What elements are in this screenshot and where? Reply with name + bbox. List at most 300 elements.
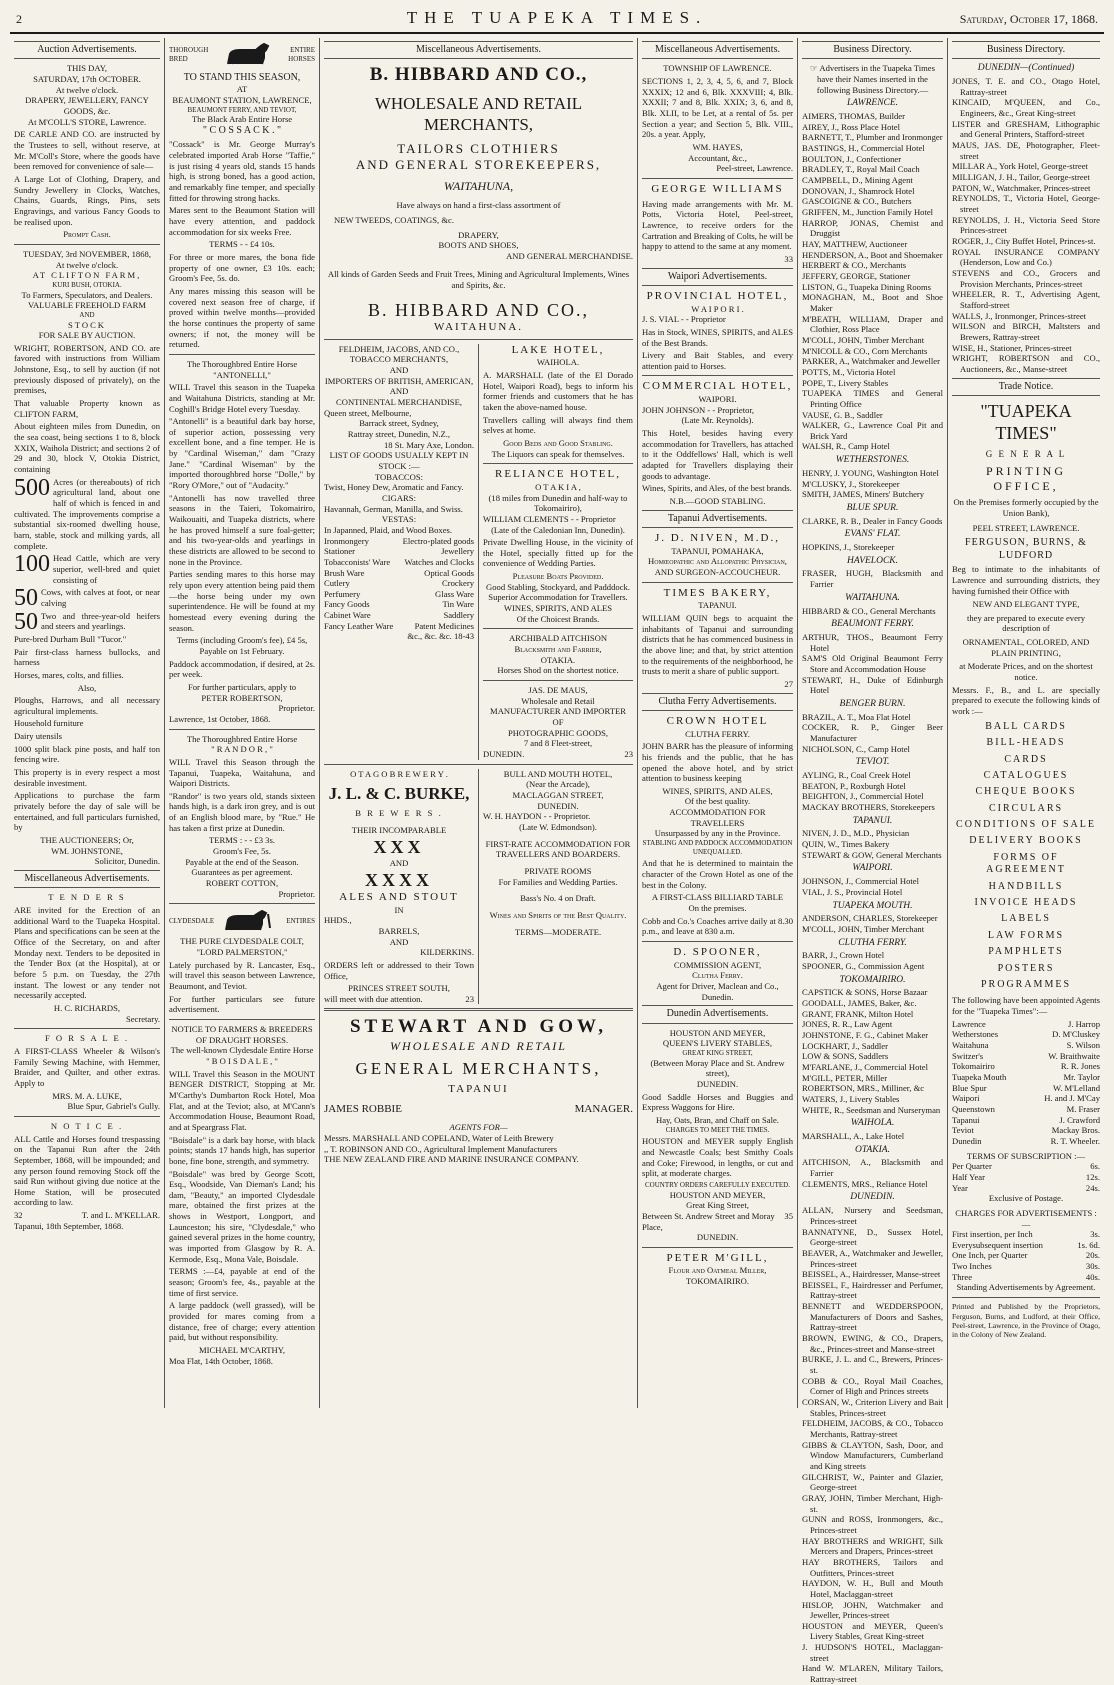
subscription-value: 12s. [1085,1171,1100,1182]
ad-address: Barrack street, Sydney, [359,418,439,429]
work-item: CIRCULARS [988,802,1064,814]
ad-time: At twelve o'clock. [55,259,119,270]
goods-row [324,599,474,610]
ad-item: A FIRST-CLASS BILLIARD TABLE [651,892,784,903]
ad-item: Pair first-class harness bullocks, and harness [14,646,160,668]
horse-icon [220,40,276,70]
directory-entry: VAUSE, G. B., Saddler [802,409,883,420]
hibbard-town: WAITAHUNA, [443,179,514,194]
tt-printing-office: PRINTING OFFICE, [986,463,1066,493]
ad-and: IN [394,904,404,915]
ad-body: Parties sending mares to this horse may rely upon every attention being paid them—the horse being under my own superintendence. He will be found at my homestead every evening during the season. [169,569,315,633]
ad-title: ARCHIBALD AITCHISON [508,633,608,644]
subscription-label: Half Year [952,1171,985,1182]
goods-row [324,610,474,621]
directory-entry: HAY BROTHERS and WRIGHT, Silk Mercers and Drapers, Princes-street [802,1535,943,1557]
work-item: LABELS [1001,913,1051,925]
hotels-ads [483,344,633,760]
ad-title: NOTICE TO FARMERS & BREEDERS OF DRAUGHT HORSES. [171,1023,313,1045]
ad-signature: PETER ROBERTSON, [201,692,283,703]
directory-entry: BANNATYNE, D., Sussex Hotel, George-street [802,1226,943,1248]
section-heading: Business Directory. [802,41,943,59]
directory-entry: ALLAN, Nursery and Seedsman, Princes-street [802,1205,943,1226]
ad-terms: Terms (including Groom's fee), £4 5s, Payable on 1st February. [176,635,308,656]
goods-row [324,568,474,579]
directory-entry: GILCHRIST, W., Painter and Glazier, George-street [802,1471,943,1493]
advert-charge-label: Everysubsequent insertion [952,1239,1043,1250]
agent-value: D. M'Cluskey [1052,1029,1100,1040]
subscription-label: Per Quarter [952,1161,992,1172]
divider [642,1247,793,1248]
draught-horse-icon [220,908,280,934]
directory-entry: WATERS, J., Livery Stables [802,1093,900,1104]
directory-entry: M'GILL, PETER, Miller [802,1072,888,1083]
agent-row [952,1083,1100,1094]
agent-value: J. Harrop [1068,1018,1100,1029]
directory-town: LAWRENCE. [846,98,899,109]
hibbard-trade: WHOLESALE AND RETAIL MERCHANTS, [374,93,583,135]
ad-item: Twist, Honey Dew, Aromatic and Fancy. [324,482,464,493]
ad-body: FIRST-RATE ACCOMMODATION FOR TRAVELLERS AND BOARDERS. [485,838,631,860]
work-item: INVOICE HEADS [974,897,1078,909]
ad-town: CLUTHA FERRY. [685,728,750,739]
advert-charge-row [952,1272,1100,1283]
ad-terms: TERMS : - - £3 3s. [209,835,275,846]
ad-proprietor: JOHN JOHNSON - - Proprietor, [642,404,755,415]
ad-item: Bass's No. 4 on Draft. [520,893,596,904]
divider [642,178,793,179]
directory-entry: NICHOLSON, C., Camp Hotel [802,743,910,754]
ad-item: 1000 split black pine posts, and half ton fencing wire. [14,743,160,765]
ad-audience: To Farmers, Speculators, and Dealers. [21,289,153,300]
quantity: 50 [14,585,38,612]
horse-cut-header [169,40,315,70]
directory-entry: KINCAID, M'QUEEN, and Co., Engineers, &c., Great King-street [952,97,1100,119]
horse-name: "LORD PALMERSTON," [196,947,288,958]
agent-value: R. T. Wheeler. [1050,1135,1100,1146]
stewart-gow-town: TAPANUI [448,1082,509,1095]
agent-value: J. Crawford [1059,1114,1100,1125]
agent-label: Teviot [952,1125,974,1136]
horse-name: "ANTONELLI," [213,369,271,380]
ad-body: WILLIAM QUIN begs to acquaint the inhabitants of Tapanui and surrounding districts that he has commenced business in the above line; and that, by strict attention to the requirements of the neighborhood, he trusts to merit a share of public support. [642,612,793,677]
directory-town: WAIPORI. [852,863,893,874]
ad-item: In Japanned, Plaid, and Wood Boxes. [324,524,453,535]
work-item: HANDBILLS [988,880,1064,892]
adv-note: Standing Advertisements by Agreement. [956,1282,1096,1293]
ad-terms: TERMS :—£4, payable at end of the season; Groom's fee, 4s., payable at the time of first service. [169,1266,315,1298]
work-item: CHEQUE BOOKS [975,786,1077,798]
ad-body: "Boisdale" was bred by George Scott, Esq., Woodside, Van Dieman's Land; his dam, "Beauty," an imported Clydesdale mare, obtained the first prizes at the shows in Westport, Longport, and Launceston; his sire, "Clydesdale," who gained several prizes in the home country, was imported from Glasgow by R. A. Kermode, Esq., Mona Vale, Boisdale. [169,1168,315,1264]
subscription-row [952,1183,1100,1194]
directory-entry: AITCHISON, A., Blacksmith and Farrier [802,1157,943,1179]
directory-entry: MILLAR A., York Hotel, George-street [952,161,1088,172]
ad-signature: MICHAEL M'CARTHY, [198,1345,286,1356]
issue-date: Saturday, October 17, 1868. [959,12,1098,26]
ad-body: will meet with due attention. [324,993,423,1004]
ad-place: BEAUMONT FERRY, AND TEVIOT, [187,105,297,114]
ad-body: Paddock accommodation, if desired, at 2s. per week. [169,658,315,680]
directory-entry: J. HUDSON'S HOTEL, Maclaggan-street [802,1642,943,1663]
ad-title: CROWN HOTEL [666,714,769,727]
cut-label: CLYDESDALE [169,917,215,926]
directory-town: CLUTHA FERRY. [838,937,907,948]
directory-town: EVANS' FLAT. [844,529,901,540]
tt-general: G E N E R A L [985,448,1067,459]
ad-item: STABLING AND PADDOCK ACCOMMODATION UNEQUALLED. [642,839,793,856]
ad-item: AND GENERAL MERCHANDISE. [506,250,633,261]
agent-label: Tuapeka Mouth [952,1071,1007,1082]
directory-entry: JONES, T. E. and CO., Otago Hotel, Rattray-street [952,76,1100,97]
ad-signature: HOUSTON AND MEYER, [669,1189,766,1200]
directory-entry: GUNN and ROSS, Ironmongers, &c., Princes-street [802,1514,943,1535]
directory-entry: DONOVAN, J., Shamrock Hotel [802,185,915,196]
ad-number: 33 [784,253,793,264]
ad-sub: (Near the Arcade), [526,779,590,790]
goods-row [324,536,474,547]
ad-item: WINES, SPIRITS, AND ALES, [662,785,773,796]
ad-address: (Between Moray Place and St. Andrew street), [650,1057,785,1079]
ad-item: Dairy utensils [14,731,62,742]
directory-entry: MARSHALL, A., Lake Hotel [802,1131,905,1142]
agent-row [952,1072,1100,1083]
goods-item: Cabinet Ware [324,610,371,621]
hibbard-name: B. HIBBARD AND CO., [367,299,590,320]
ad-sub: (Late Mr. Reynolds). [681,415,754,426]
cut-label: BRED [169,55,188,63]
ad-title: PETER M'GILL, [666,1251,769,1264]
ad-horse: The Thoroughbred Entire Horse [186,733,298,744]
ad-item: Household furniture [14,718,84,729]
clydesdale-cut-header [169,908,315,934]
directory-entry: LISTON, G., Tuapeka Dining Rooms [802,281,931,292]
ad-signature-role: Solicitor, Dunedin. [94,856,160,867]
ad-sub: QUEEN'S LIVERY STABLES, [662,1038,773,1049]
ad-sub: AND SURGEON-ACCOUCHEUR. [654,566,781,577]
ad-signature: H. C. RICHARDS, [53,1002,121,1013]
ad-town: W A I P O R I . [691,303,744,314]
directory-entry: M'BEATH, WILLIAM, Draper and Clothier, Ross Place [802,313,943,335]
section-heading: Dunedin Advertisements. [642,1005,793,1023]
ad-body: Private Dwelling House, in the vicinity of the Hotel, specially fitted up for the convenience of Wedding Parties. [483,537,633,569]
ad-body: DE CARLE AND CO. are instructed by the Trustees to sell, without reserve, at Mr. M'Coll's Store, where the goods have been removed for convenience of sale— [14,129,160,172]
ad-body: WILL Travel this Season through the Tapanui, Tuapeka, Waitahuna, and Waipori Districts. [169,756,315,789]
ad-body: Messrs. F., B., and L. are specially prepared to execute the following kinds of work :— [952,684,1100,717]
ad-and: AND [79,310,95,319]
ad-address: Between St. Andrew Street and Moray Place, [642,1210,775,1232]
goods-item: Saddlery [443,610,474,621]
section-heading: Waipori Advertisements. [642,268,793,286]
ad-body: SECTIONS 1, 2, 3, 4, 5, 6, and 7, Block XXXIX; 12 and 6, Blk. XXXVIII; 4, Blk. XXXII; 7 and 8, Blk. XXIX; 3, 6, and 8, Blk. XLII, to be Let, at a rental of 5s. per Section a year; and Section 5, Blk. VIII., 20s. a year. Apply, [642,76,793,140]
agent-row [952,1061,1100,1072]
manager-name: JAMES ROBBIE [324,1102,402,1115]
advert-charge-label: First insertion, per Inch [952,1229,1033,1240]
directory-entry: BEISSEL, F., Hairdresser and Perfumer, Rattray-street [802,1279,943,1301]
ad-body: HOUSTON and MEYER supply English and Newcastle Coals; best Smithy Coals and Coke; Firewood, in lengths, or cut and split, at moderate charges. [642,1136,793,1179]
directory-entry: GRANT, FRANK, Milton Hotel [802,1008,914,1019]
ad-brand: XXXX [365,869,433,890]
ad-horse: The Black Arab Entire Horse [191,114,293,125]
section-heading: Miscellaneous Advertisements. [14,870,160,888]
ad-list: A Large Lot of Clothing, Drapery, and Sundry Jewellery in Clocks, Watches, Chains, Guards, Rings, Pins, sets Engravings, and various Fancy Goods to be realised upon. [14,173,160,227]
ad-body: A. MARSHALL (late of the El Dorado Hotel, Waipori Road), begs to inform his former friends and customers that he has taken the above-named house. [483,370,633,412]
agent-value: W. Braithwaite [1048,1050,1100,1061]
ad-and: AND [389,936,409,947]
section-heading: Clutha Ferry Advertisements. [642,693,793,711]
directory-entry: STEWART & GOW, General Merchants [802,849,942,860]
ad-title: TOWNSHIP OF LAWRENCE. [663,63,772,74]
quantity-desc: Acres (or thereabouts) of rich agricultural land, about one half of which is fenced in and cultivated. The improvements comprise a substantial six-roomed dwelling house, barn, stable, stock and milking yards, all complete. [14,476,160,551]
two-column-ads [324,344,633,760]
directory-entry: M'COLL, JOHN, Timber Merchant [802,923,925,934]
work-list [952,721,1100,992]
divider [14,244,160,245]
ad-body: THEIR INCOMPARABLE [351,825,447,836]
directory-entry: BASTINGS, H., Commercial Hotel [802,143,925,154]
directory-entry: VIAL, J. S., Provincial Hotel [802,886,903,897]
ad-body: WRIGHT, ROBERTSON, AND CO. are favored with instructions from William Johnstone, Esq., to sell by auction (if not previously disposed of privately), on the premises, [14,342,160,396]
ad-body: "Antonelli has now travelled three seasons in the Taieri, Tokomairiro, Waikouaiti, and Tuapeka districts, where he has proved himself a sure foal-getter; and his two-year-olds and yearlings in these districts are allowed to be second to none in the Province. [169,492,315,567]
directory-entry: GRAY, JOHN, Timber Merchant, High-st. [802,1492,943,1514]
section-heading: Tapanui Advertisements. [642,510,793,528]
ad-body: About eighteen miles from Dunedin, on the sea coast, being sections 1 to 8, block XXIX, Waihola District; and sections 2 of 29 and 30, block V, Otokia District, containing [14,421,160,475]
directory-entry: ANDERSON, CHARLES, Storekeeper [802,913,938,924]
ad-number: 23 [465,993,474,1004]
directory-entry: SPOONER, G., Commission Agent [802,961,925,971]
directory-entry: HAY, MATTHEW, Auctioneer [802,239,908,249]
agent-line: Messrs. MARSHALL AND COPELAND, Water of Leith Brewery [324,1132,554,1143]
directory-entry: POPE, T., Livery Stables [802,377,889,388]
goods-item: Watches and Clocks [404,556,474,567]
ad-item: Unsurpassed by any in the Province. [654,828,781,839]
burke-ad [324,769,479,1005]
ad-title: D. SPOONER, [673,946,762,959]
ad-number: 27 [784,678,793,689]
directory-entry: GRIFFEN, M., Junction Family Hotel [802,207,934,218]
ad-address: PRINCES STREET SOUTH, [348,983,450,994]
goods-item: Tobacconists' Ware [324,556,391,567]
directory-entry: PATON, W., Watchmaker, Princes-street [952,182,1091,193]
directory-entry: WALLS, J., Ironmonger, Princes-street [952,310,1087,321]
subs-list [952,1161,1100,1193]
ad-note: N.B.—GOOD STABLING. [669,496,766,506]
ad-address: PEEL STREET, LAWRENCE. [972,522,1080,533]
ad-list-title: LIST OF GOODS USUALLY KEPT IN STOCK :— [329,450,469,471]
stewart-gow-name: STEWART AND GOW, [349,1016,608,1038]
ad-title: RELIANCE HOTEL, [495,468,621,481]
agent-value: M. Fraser [1066,1103,1100,1114]
stewart-gow-trade: WHOLESALE AND RETAIL [390,1039,567,1054]
directory-entry: LOCKHART, J., Saddler [802,1040,888,1051]
directory-entry: LISTER and GRESHAM, Lithographic and General Printers, Stafford-street [952,118,1100,140]
section-heading: Miscellaneous Advertisements. [324,41,633,59]
divider [324,339,633,340]
ad-goods: DRAPERY, JEWELLERY, FANCY GOODS, &c. [25,95,149,117]
ad-sub: B R E W E R S . [355,808,443,819]
ad-item: NEW TWEEDS, COATINGS, &c. [334,214,454,225]
ad-terms: Guarantees as per agreement. [191,867,293,878]
directory-entry: HERBERT & CO., Merchants [802,260,907,271]
directory-entry: COBB & CO., Royal Mail Coaches, Corner of High and Princes streets [802,1375,943,1397]
ad-proprietor: W. H. HAYDON - - Proprietor. [483,811,591,822]
ad-sub: (18 miles from Dunedin and half-way to Tokomairiro), [488,492,628,514]
bull-mouth-ad [483,769,633,1005]
directory-entry: BEAVER, A., Watchmaker and Jeweller, Princes-street [802,1247,943,1269]
ad-signature-role: Blue Spur, Gabriel's Gully. [67,1101,160,1112]
ad-horse: The well-known Clydesdale Entire Horse [170,1045,314,1056]
section-heading: Trade Notice. [952,378,1100,396]
directory-entry: HENRY, J. YOUNG, Washington Hotel [802,467,939,478]
quantity-desc: Two and three-year-old heifers and steers and yearlings. [41,610,160,632]
goods-row [324,557,474,568]
business-directory [802,98,943,1684]
ad-title: TIMES BAKERY, [663,586,772,599]
work-item: CARDS [1004,753,1048,765]
directory-entry: TUAPEKA TIMES and General Printing Office [802,388,943,409]
directory-town: TEVIOT. [855,757,890,768]
ad-signature: WM. JOHNSTONE, [51,845,123,856]
agent-label: Dunedin [952,1135,982,1146]
ad-signature-role: Accountant, &c., [688,152,747,163]
agent-label: Waitahuna [952,1040,989,1050]
adv-title: CHARGES FOR ADVERTISEMENTS :— [955,1207,1097,1229]
work-item: LAW FORMS [987,929,1065,941]
ad-body: "Cossack" is Mr. George Murray's celebrated imported Arab Horse "Taffie," is just rising 4 years old, stands 15 hands high, is strong boned, has a good action, and remarkably fine temper, and specially fitted for throwing strong hacks. [169,139,315,203]
ad-date: TUESDAY, 3rd NOVEMBER, 1868, [23,248,151,259]
ad-etc: &c., &c. &c. 18-43 [407,631,474,642]
ad-address: Queen street, Melbourne, [324,407,412,418]
ad-address: 7 and 8 Fleet-street, [523,738,593,749]
directory-entry: GIBBS & CLAYTON, Sash, Door, and Window Manufacturers, Cumberland and King streets [802,1439,943,1471]
manager-role: MANAGER. [574,1102,633,1115]
section-heading: Business Directory. [952,41,1100,59]
business-directory-continued [952,76,1100,374]
agent-value: Mackay Bros. [1051,1125,1100,1136]
ad-title: PROVINCIAL HOTEL, [646,289,789,302]
directory-entry: ROGER, J., City Buffet Hotel, Princes-st. [952,236,1096,246]
ad-body: For further particulars see future advertisement. [169,993,315,1015]
directory-entry: BRAZIL, A. T., Moa Flat Hotel [802,711,911,722]
directory-entry: JEFFERY, GEORGE, Stationer [802,270,911,281]
ad-item: PRIVATE ROOMS [524,865,592,876]
work-item: DELIVERY BOOKS [969,835,1083,847]
goods-item: Cutlery [324,578,350,589]
ad-item: HHDS., [324,915,352,926]
directory-entry: ROBERTSON, MRS., Milliner, &c [802,1083,925,1094]
agent-row [952,1019,1100,1030]
directory-entry: HISLOP, JOHN, Watchmaker and Jeweller, Princes-street [802,1599,943,1621]
pointing-hand-icon: ☞ [810,63,818,74]
ad-sub: Wholesale and Retail [521,695,595,706]
ad-body: Have always on hand a first-class assortment of [396,200,561,211]
advert-charge-row [952,1250,1100,1261]
agent-label: Lawrence [952,1018,986,1029]
ad-body: ORDERS left or addressed to their Town Office, [324,959,474,981]
goods-item: Optical Goods [424,567,474,578]
directory-entry: MONAGHAN, M., Boot and Shoe Maker [802,292,943,313]
agents-title: AGENTS FOR— [449,1122,508,1133]
directory-entry: ROYAL INSURANCE COMPANY (Henderson, Low and Co.) [952,246,1100,268]
ad-body: And that he is determined to maintain the character of the Crown Hotel as one of the best in the Colony. [642,858,793,890]
directory-entry: BEATON, P., Roxburgh Hotel [802,780,906,791]
divider [642,582,793,583]
goods-row [324,546,474,557]
agent-value: S. Wilson [1066,1040,1100,1050]
directory-town: BEAUMONT FERRY. [831,619,914,630]
agent-label: Switzer's [952,1050,984,1061]
ad-address: Rattray street, Dunedin, N.Z., [347,428,451,439]
hibbard-name: B. HIBBARD AND CO., [369,64,588,86]
ad-proprietor: J. S. VIAL - - Proprietor [642,314,726,325]
directory-entry: GOODALL, JAMES, Baker, &c. [802,998,917,1009]
directory-entry: WISE, H., Stationer, Princes-street [952,342,1072,353]
ad-item: For Families and Wedding Parties. [498,876,618,887]
directory-entry: BEIGHTON, J., Commercial Hotel [802,791,924,802]
ad-item: DRAPERY, [458,229,499,240]
work-item: PAMPHLETS [988,946,1064,958]
column-4 [638,38,798,1408]
ad-item: Of the Choicest Brands. [516,613,600,624]
hibbard-town: WAITAHUNA. [433,321,524,334]
directory-town: BENGER BURN. [839,698,906,709]
ad-body: "Boisdale" is a dark bay horse, with black points; stands 17 hands high, has superior bone, fine bone, strength, and symmetry. [169,1134,315,1166]
ad-body: Livery and Bait Stables, and every attention paid to Horses. [642,350,793,371]
stewart-gow-trade: GENERAL MERCHANTS, [355,1058,602,1078]
advert-charge-value: 30s. [1085,1261,1100,1272]
ad-item: The Liquors can speak for themselves. [491,448,625,459]
ad-date: Lawrence, 1st October, 1868. [169,713,271,724]
ad-body: Agent for Driver, Maclean and Co., Dunedin. [656,980,779,1002]
agent-value: R. R. Jones [1060,1061,1100,1072]
directory-entry: HOPKINS, J., Storekeeper [802,542,895,553]
agent-label: Blue Spur [952,1082,987,1093]
directory-entry: M'FARLANE, J., Commercial Hotel [802,1062,928,1073]
ad-town: WAIHOLA. [536,357,580,368]
ad-body: A large paddock (well grassed), will be provided for mares coming from a distance, free of charge; every attention paid, but without responsibility. [169,1300,315,1343]
ad-item: KILDERKINS. [420,947,474,958]
ad-body: On the Premises formerly occupied by the Union Bank), [953,497,1099,519]
divider [14,1028,160,1029]
imprint: Printed and Published by the Proprietors, Ferguson, Burns, and Ludford, at their Office, Peel-street, Lawrence, in the Province of Otago, in the Colony of New Zealand. [952,1302,1100,1340]
directory-entry: WALKER, G., Lawrence Coal Pit and Brick Yard [802,420,943,441]
quantity: 500 [14,474,50,501]
ad-item: Pleasure Boats Provided. [512,571,604,582]
adv-list [952,1229,1100,1282]
horse-name: " C O S S A C K . " [202,125,282,137]
ad-terms: Groom's Fee, 5s. [213,846,271,857]
ad-signature: THE AUCTIONEERS; Or, [40,835,134,846]
advert-charge-value: 3s. [1090,1229,1100,1240]
agent-label: Wetherstones [952,1029,999,1040]
ad-body: "Randor" is two years old, stands sixteen hands high, is a dark iron grey, and is out of an English blood mare, by "Rue." He has taken a first prize at Dunedin. [169,790,315,833]
directory-entry: JOHNSTONE, F. G., Cabinet Maker [802,1030,929,1041]
subscription-row [952,1161,1100,1172]
divider [952,1297,1100,1298]
ad-body: This Hotel, besides having every accommodation for Travellers, has attached to it the Oddfellows' Hall, which is well adapted for Travellers displaying their goods to advantage. [642,428,793,481]
ad-signature: T. and L. M'KELLAR. [81,1210,160,1221]
ad-signature: ROBERT COTTON, [205,878,279,889]
advert-charge-row [952,1261,1100,1272]
ad-signature-role: Proprietor. [278,703,315,714]
section-heading: Auction Advertisements. [14,41,160,59]
ad-sub: (Late W. Edmondson). [519,821,597,832]
divider [169,1019,315,1020]
column-3 [320,38,638,1408]
cut-label: ENTIRES [286,917,315,926]
ad-number: 35 [784,1210,793,1221]
goods-row [324,589,474,600]
ad-body: This property is in every respect a most desirable investment. [14,767,160,788]
